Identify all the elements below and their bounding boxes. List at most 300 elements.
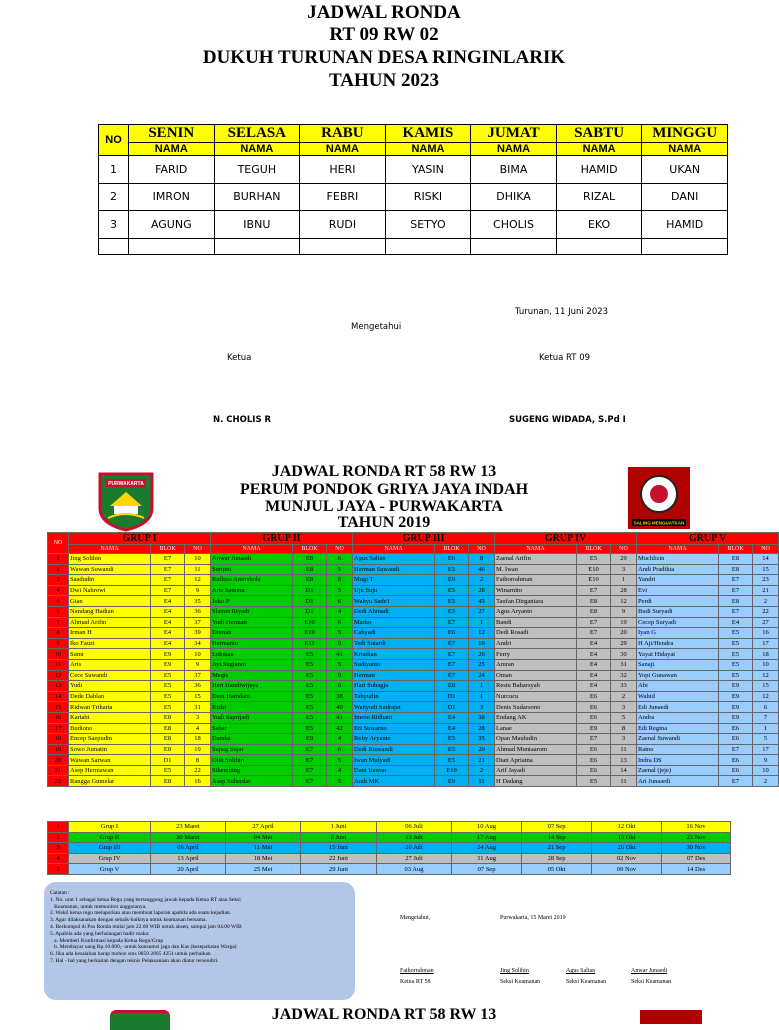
member-blok: E7	[293, 755, 327, 766]
row-number: 12	[48, 670, 69, 681]
member-no: 24	[469, 670, 495, 681]
signatory-name: Anwar Junaedi	[631, 968, 668, 974]
member-name: Agus Aryanto	[495, 606, 577, 617]
row-number: 5	[48, 864, 69, 875]
member-no: 27	[469, 606, 495, 617]
guard-name: SETYO	[385, 211, 471, 239]
member-name: Sudiyanto	[353, 659, 435, 670]
schedule-date: 06 April	[151, 843, 226, 854]
guard-name: TEGUH	[214, 156, 300, 184]
member-no: 6	[327, 596, 353, 607]
member-blok: E8	[577, 606, 611, 617]
row-number: 19	[48, 744, 69, 755]
table-row	[48, 734, 779, 745]
member-name: Yudi Saprijadi	[211, 712, 293, 723]
member-no: 28	[469, 585, 495, 596]
member-no: 8	[327, 575, 353, 586]
note-line: b. Membayar uang Rp.10.000,- untuk konsumsi jaga dan Kas (kesepakatan Warga)	[50, 944, 237, 951]
member-blok: E8	[151, 734, 185, 745]
member-no: 35	[185, 596, 211, 607]
member-name: Marko	[353, 617, 435, 628]
member-blok: E7	[151, 585, 185, 596]
member-no: 1	[469, 691, 495, 702]
column-header: NO	[611, 545, 637, 554]
member-blok: E7	[719, 585, 753, 596]
member-no: 18	[185, 734, 211, 745]
member-name: Iko Fauzi	[69, 638, 151, 649]
member-name: Andra	[637, 712, 719, 723]
member-no: 10	[753, 765, 779, 776]
member-name: Kartabi	[69, 712, 151, 723]
guard-name: IBNU	[214, 211, 300, 239]
schedule-row	[48, 822, 731, 833]
schedule-date: 8 Juni	[301, 832, 377, 843]
doc1-ketua-name: N. CHOLIS R	[213, 415, 272, 425]
member-name: Aris	[69, 659, 151, 670]
member-name: Zaenal Suwandi	[637, 734, 719, 745]
nama-header: NAMA	[556, 143, 642, 156]
member-no: 5	[327, 776, 353, 787]
day-header: SELASA	[214, 125, 300, 143]
row-number: 4	[48, 585, 69, 596]
member-blok: E7	[151, 575, 185, 586]
member-blok: D1	[435, 691, 469, 702]
member-no: 9	[185, 659, 211, 670]
member-name: Dedi Ahmadi	[353, 606, 435, 617]
member-no: 12	[753, 691, 779, 702]
column-header: NAMA	[495, 545, 577, 554]
schedule-date: 05 Okt	[522, 864, 592, 875]
nama-header: NAMA	[385, 143, 471, 156]
member-no: 18	[753, 649, 779, 660]
table-row	[99, 156, 728, 184]
member-blok: E6	[435, 554, 469, 565]
no-header: NO	[48, 533, 69, 554]
schedule-date: 29 Juni	[301, 864, 377, 875]
member-no: 3	[611, 564, 637, 575]
row-number: 3	[48, 843, 69, 854]
schedule-date: 18 Mei	[226, 853, 301, 864]
member-blok: E5	[435, 585, 469, 596]
member-no: 7	[753, 712, 779, 723]
member-name: Slamet Riyadi	[211, 606, 293, 617]
member-no: 5	[327, 755, 353, 766]
ronda-logo-text: SALING MENGUATKAN	[633, 520, 685, 526]
member-name: Andri	[495, 638, 577, 649]
row-number: 4	[48, 853, 69, 864]
table-row	[48, 776, 779, 787]
member-no: 2	[753, 776, 779, 787]
column-header: BLOK	[435, 545, 469, 554]
member-blok: D1	[293, 596, 327, 607]
doc2-title-4: TAHUN 2019	[337, 514, 431, 531]
member-no: 5	[327, 585, 353, 596]
member-blok: E8	[293, 564, 327, 575]
member-blok: E5	[293, 649, 327, 660]
member-no: 45	[469, 596, 495, 607]
member-name: Sanaji	[637, 659, 719, 670]
member-no: 15	[753, 681, 779, 692]
schedule-date: 23 Maret	[151, 822, 226, 833]
schedule-date: 03 Aug	[377, 864, 452, 875]
schedule-date: 30 Maret	[151, 832, 226, 843]
member-no: 41	[327, 649, 353, 660]
member-blok: E10	[435, 765, 469, 776]
member-blok: E9	[293, 734, 327, 745]
group-header: GRUP III	[353, 533, 495, 545]
table-row	[48, 575, 779, 586]
member-no: 8	[611, 723, 637, 734]
member-name: Dedi Rosadi	[495, 628, 577, 639]
doc2-group-table	[47, 532, 779, 787]
member-blok: E9	[435, 776, 469, 787]
member-no: 12	[185, 575, 211, 586]
member-blok: E7	[435, 638, 469, 649]
member-name: Amran	[495, 659, 577, 670]
schedule-date: 07 Des	[662, 853, 731, 864]
member-name: Perdi	[637, 596, 719, 607]
schedule-date: 30 Nov	[662, 843, 731, 854]
member-blok: E9	[151, 659, 185, 670]
nama-header: NAMA	[471, 143, 557, 156]
member-name: Budiono	[69, 723, 151, 734]
member-no: 9	[327, 638, 353, 649]
member-name: Arif Jayadi	[495, 765, 577, 776]
member-blok: E6	[719, 755, 753, 766]
member-blok: E7	[719, 606, 753, 617]
member-name: Cece Suwandi	[69, 670, 151, 681]
member-blok: E9	[719, 691, 753, 702]
member-no: 37	[185, 617, 211, 628]
member-blok: E7	[435, 617, 469, 628]
member-no: 2	[611, 691, 637, 702]
member-blok: E4	[577, 681, 611, 692]
doc1-schedule-table	[98, 124, 728, 255]
member-no: 5	[327, 564, 353, 575]
member-blok: E8	[719, 554, 753, 565]
member-name: Wawan Suwandi	[69, 564, 151, 575]
nama-header: NAMA	[642, 143, 728, 156]
member-name: Herman	[353, 670, 435, 681]
notes-box	[44, 882, 355, 1000]
note-line: 2. Wakil ketua regu melaporkan atau membuat laporan apabila ada suatu kejadian.	[50, 910, 232, 917]
member-no: 36	[185, 681, 211, 692]
doc1-ketua-label: Ketua	[227, 353, 252, 363]
member-name: Zaenal Arifin	[495, 554, 577, 565]
member-name: Aris Saminu	[211, 585, 293, 596]
schedule-date: 31 Aug	[452, 853, 522, 864]
member-no: 15	[185, 691, 211, 702]
member-name: Ditman	[211, 628, 293, 639]
doc2-date-table	[47, 821, 731, 875]
table-row	[48, 670, 779, 681]
row-number: 17	[48, 723, 69, 734]
member-blok: E4	[577, 670, 611, 681]
schedule-date: 16 Nov	[662, 822, 731, 833]
member-blok: E8	[719, 564, 753, 575]
member-no: 1	[611, 575, 637, 586]
row-number: 2	[48, 832, 69, 843]
member-blok: E7	[577, 585, 611, 596]
doc1-place-date: Turunan, 11 Juni 2023	[515, 307, 609, 317]
member-name: Roby Aryanto	[353, 734, 435, 745]
member-no: 12	[753, 670, 779, 681]
member-no: 38	[327, 691, 353, 702]
doc1-mengetahui: Mengetahui	[351, 322, 402, 332]
member-no: 4	[327, 606, 353, 617]
guard-name: DANI	[642, 183, 728, 211]
doc1-title-4: TAHUN 2023	[329, 70, 439, 91]
member-name: Lukman	[211, 649, 293, 660]
nama-header: NAMA	[300, 143, 386, 156]
member-no: 14	[753, 554, 779, 565]
row-number: 9	[48, 638, 69, 649]
member-blok: E4	[435, 712, 469, 723]
member-no: 10	[469, 638, 495, 649]
member-name: Taufan Dirgantara	[495, 596, 577, 607]
member-no: 5	[327, 628, 353, 639]
member-no: 9	[327, 670, 353, 681]
doc1-ketua-rt-label: Ketua RT 09	[539, 353, 591, 363]
member-no: 10	[185, 649, 211, 660]
member-no: 22	[753, 606, 779, 617]
schedule-date: 12 Okt	[592, 822, 662, 833]
member-name: Endang AK	[495, 712, 577, 723]
member-no: 15	[753, 564, 779, 575]
schedule-row	[48, 864, 731, 875]
member-no: 20	[469, 744, 495, 755]
day-header: JUMAT	[471, 125, 557, 143]
member-name: Sowo Jumatin	[69, 744, 151, 755]
member-blok: E7	[293, 744, 327, 755]
table-row	[48, 712, 779, 723]
member-no: 5	[327, 659, 353, 670]
member-blok: E7	[719, 575, 753, 586]
guard-name: YASIN	[385, 156, 471, 184]
schedule-date: 14 Des	[662, 864, 731, 875]
member-name: Ridwan Triharta	[69, 702, 151, 713]
member-blok: E5	[293, 712, 327, 723]
member-blok: E5	[151, 765, 185, 776]
member-no: 11	[611, 776, 637, 787]
schedule-date: 20 Juli	[377, 843, 452, 854]
member-blok: E6	[435, 628, 469, 639]
member-name: H Aji/Hendra	[637, 638, 719, 649]
member-blok: E5	[435, 606, 469, 617]
member-blok: E10	[577, 575, 611, 586]
note-line: 5. Apabila ada yang berhalangan hadir maka:	[50, 930, 150, 937]
row-number: 13	[48, 681, 69, 692]
member-no: 17	[753, 744, 779, 755]
member-blok: E4	[577, 649, 611, 660]
member-name: Dandat	[211, 734, 293, 745]
member-blok: E7	[435, 659, 469, 670]
member-name: Oman	[495, 670, 577, 681]
member-name: Iyan G	[637, 628, 719, 639]
guard-name: CHOLIS	[471, 211, 557, 239]
member-blok: E5	[719, 659, 753, 670]
member-blok: E5	[151, 691, 185, 702]
member-no: 2	[469, 575, 495, 586]
member-no: 28	[469, 723, 495, 734]
member-blok: E6	[719, 734, 753, 745]
member-name: Winarnito	[495, 585, 577, 596]
column-header: BLOK	[151, 545, 185, 554]
member-name: Asep Hermawan	[69, 765, 151, 776]
note-line: 6. Jika ada kesalahan harap mohon sms 0859 2805 4251 untuk perbaikan	[50, 951, 211, 958]
member-name: Dwi Nahrowi	[69, 585, 151, 596]
member-name: Yayat Hidayat	[637, 649, 719, 660]
member-name: Saadudin	[69, 575, 151, 586]
member-no: 4	[185, 723, 211, 734]
schedule-date: 23 Nov	[662, 832, 731, 843]
member-no: 28	[611, 585, 637, 596]
grup-label: Grup IV	[69, 853, 151, 864]
member-blok: E5	[293, 723, 327, 734]
schedule-row	[48, 853, 731, 864]
member-name: Sumi	[69, 649, 151, 660]
day-header: SABTU	[556, 125, 642, 143]
member-name: Iwan Mulyadi	[353, 755, 435, 766]
member-blok: E6	[577, 691, 611, 702]
member-no: 19	[611, 617, 637, 628]
group-header: GRUP V	[637, 533, 779, 545]
schedule-date: 19 Okt	[592, 832, 662, 843]
member-no: 1	[753, 723, 779, 734]
member-name: Ahmad Muntaarom	[495, 744, 577, 755]
schedule-date: 07 Sep	[522, 822, 592, 833]
member-name: Yudi Herman	[211, 617, 293, 628]
member-blok: E7	[293, 776, 327, 787]
member-no: 41	[327, 712, 353, 723]
member-blok: E9	[719, 712, 753, 723]
table-row	[48, 596, 779, 607]
member-blok: E8	[577, 596, 611, 607]
member-blok: E5	[151, 702, 185, 713]
member-no: 9	[611, 606, 637, 617]
member-blok: E5	[293, 659, 327, 670]
member-no: 12	[469, 628, 495, 639]
member-blok: E8	[151, 723, 185, 734]
member-blok: E7	[719, 744, 753, 755]
schedule-date: 27 April	[226, 822, 301, 833]
table-row	[48, 564, 779, 575]
guard-name: HERI	[300, 156, 386, 184]
note-line: 1. No. urut 1 sebagai ketua Regu yang bertanggung jawab kepada Ketua RT atau Seksi	[50, 896, 241, 903]
member-name: Rangga Gumelar	[69, 776, 151, 787]
table-row	[48, 638, 779, 649]
group-header: GRUP IV	[495, 533, 637, 545]
member-blok: E4	[151, 628, 185, 639]
member-name: Wawan Sarwan	[69, 755, 151, 766]
row-number: 3	[48, 575, 69, 586]
member-name: Sikembing	[211, 765, 293, 776]
guard-name: BURHAN	[214, 183, 300, 211]
table-row	[48, 691, 779, 702]
member-name: Wahyudi Sudrajat	[353, 702, 435, 713]
member-name: Mugi T	[353, 575, 435, 586]
row-number: 5	[48, 596, 69, 607]
member-blok: E7	[151, 554, 185, 565]
member-name: M. Iwan	[495, 564, 577, 575]
member-name: Jing Solihin	[69, 554, 151, 565]
signatory-role: Seksi Keamanan	[631, 979, 672, 985]
schedule-date: 11 Mei	[226, 843, 301, 854]
member-name: Uju Suju	[353, 585, 435, 596]
guard-name: EKO	[556, 211, 642, 239]
member-blok: E4	[151, 596, 185, 607]
guard-name: AGUNG	[129, 211, 215, 239]
member-name: Suripto	[211, 564, 293, 575]
member-name: Sabar	[211, 723, 293, 734]
member-name: Lanae	[495, 723, 577, 734]
row-number: 16	[48, 712, 69, 723]
member-blok: E4	[577, 659, 611, 670]
member-name: Andi Pradikta	[637, 564, 719, 575]
member-blok: D1	[293, 585, 327, 596]
member-no: 30	[611, 649, 637, 660]
member-no: 42	[327, 723, 353, 734]
member-name: Evi	[637, 585, 719, 596]
column-header: NO	[753, 545, 779, 554]
member-name: Eri Suwarno	[353, 723, 435, 734]
guard-name: HAMID	[556, 156, 642, 184]
signatory-name: Jing Solihin	[500, 968, 529, 974]
schedule-date: 27 Juli	[377, 853, 452, 864]
member-name: Cecep Suryadi	[637, 617, 719, 628]
member-name: Imron Ridhani	[353, 712, 435, 723]
doc1-title-2: RT 09 RW 02	[329, 24, 439, 45]
member-blok: E5	[435, 734, 469, 745]
member-no: 9	[753, 755, 779, 766]
schedule-date: 20 April	[151, 864, 226, 875]
member-name: Bandi	[495, 617, 577, 628]
member-blok: E10	[293, 628, 327, 639]
member-no: 5	[611, 712, 637, 723]
note-line: 4. Berkumpul di Pos Ronda mulai jam 22.00 WIB untuk absen, sampai jam 04.00 WIB	[50, 923, 242, 930]
member-no: 26	[469, 649, 495, 660]
member-blok: E5	[293, 691, 327, 702]
member-blok: E5	[719, 628, 753, 639]
day-header: MINGGU	[642, 125, 728, 143]
group-header: GRUP I	[69, 533, 211, 545]
member-blok: E7	[577, 734, 611, 745]
member-blok: E4	[151, 638, 185, 649]
member-name: Hari Subagja	[353, 681, 435, 692]
member-blok: E10	[293, 617, 327, 628]
member-blok: E4	[151, 617, 185, 628]
member-blok: E8	[719, 596, 753, 607]
member-name: Ferry	[495, 649, 577, 660]
member-blok: E5	[293, 670, 327, 681]
member-no: 39	[185, 628, 211, 639]
member-blok: E5	[435, 744, 469, 755]
grup-label: Grup V	[69, 864, 151, 875]
member-blok: E6	[577, 765, 611, 776]
member-no: 11	[185, 564, 211, 575]
member-blok: E7	[435, 649, 469, 660]
member-name: Nurcucu	[495, 691, 577, 702]
member-blok: E5	[577, 776, 611, 787]
member-name: Yudi	[69, 681, 151, 692]
signatory-role: Seksi Keamanan	[566, 979, 607, 985]
schedule-date: 24 Aug	[452, 843, 522, 854]
column-header: NAMA	[211, 545, 293, 554]
guard-name: FEBRI	[300, 183, 386, 211]
schedule-date: 15 Juni	[301, 843, 377, 854]
note-line: Keamanan, untuk memonitor anggotanya.	[50, 903, 147, 910]
member-no: 3	[611, 734, 637, 745]
